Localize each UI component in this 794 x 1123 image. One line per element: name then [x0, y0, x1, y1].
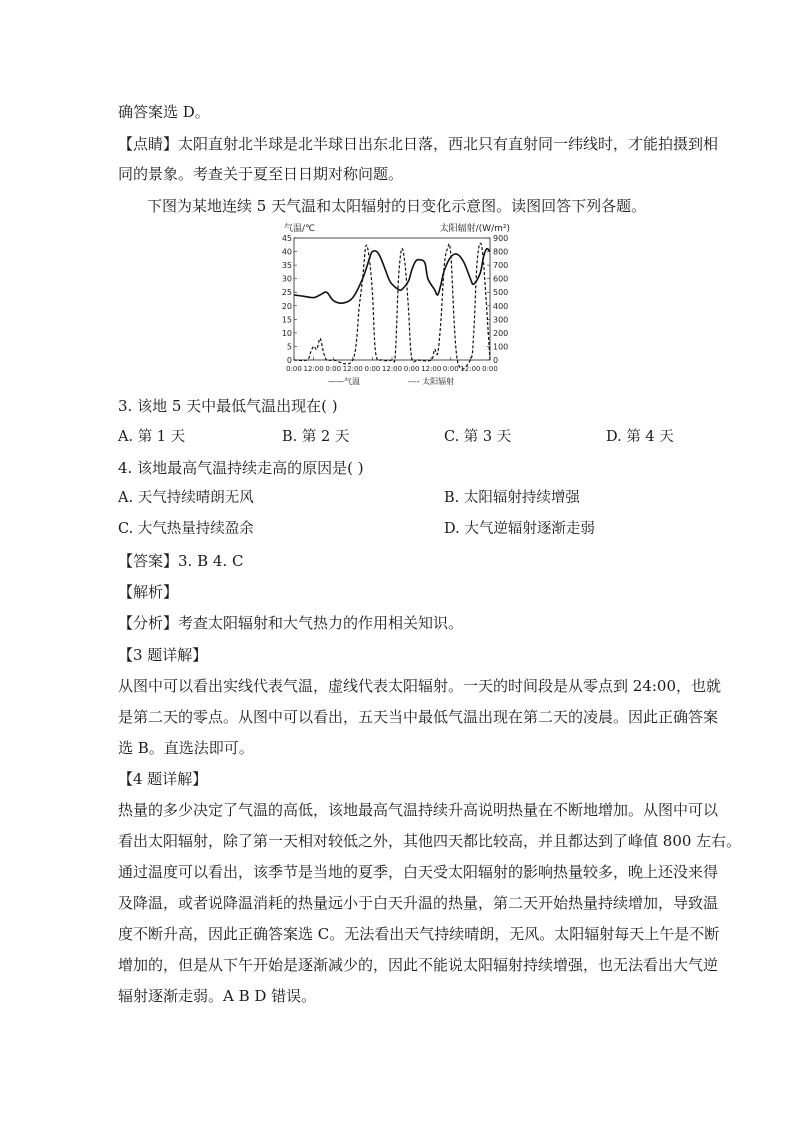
q3-option-a: A. 第 1 天	[118, 429, 186, 445]
left-tick-label: 25	[282, 288, 292, 298]
right-tick-label: 500	[493, 288, 509, 298]
right-axis-label: 太阳辐射/(W/m²)	[439, 224, 510, 234]
x-tick-label: 0:00	[325, 365, 342, 373]
x-tick-label: 0:00	[286, 365, 302, 373]
q3-option-d: D. 第 4 天	[606, 429, 674, 445]
q4-option-a: A. 天气持续晴朗无风	[118, 490, 254, 506]
left-tick-label: 0	[286, 356, 292, 365]
detail-4-line: 看出太阳辐射，除了第一天相对较低之外，其他四天都比较高，并且都达到了峰值 800 左右。	[118, 832, 742, 850]
x-tick-label: 12:00	[342, 365, 363, 373]
detail-4-line: 通过温度可以看出，该季节是当地的夏季，白天受太阳辐射的影响热量较多，晚上还没来得	[118, 863, 719, 881]
detail-3-line: 是第二天的零点。从图中可以看出，五天当中最低气温出现在第二天的凌晨。因此正确答案	[118, 708, 719, 726]
left-tick-label: 5	[286, 342, 292, 352]
question-3: 3. 该地 5 天中最低气温出现在( )	[118, 397, 338, 415]
x-tick-label: 12:00	[381, 365, 403, 373]
x-tick-label: 0:00	[364, 365, 381, 373]
q4-option-c: C. 大气热量持续盈余	[118, 521, 254, 537]
q4-option-d: D. 大气逆辐射逐渐走弱	[444, 521, 595, 537]
right-tick-label: 200	[493, 328, 509, 338]
left-tick-label: 40	[282, 247, 292, 257]
q4-option-b: B. 太阳辐射持续增强	[444, 490, 580, 506]
detail-3-title: 【3 题详解】	[118, 646, 208, 664]
right-tick-label: 700	[493, 261, 509, 271]
x-tick-label: 12:00	[460, 365, 481, 373]
radiation-series-line	[294, 243, 490, 369]
tip-line-2: 同的景象。考查关于夏至日日期对称问题。	[118, 165, 404, 183]
left-tick-label: 10	[282, 328, 292, 338]
right-tick-label: 400	[493, 301, 509, 311]
right-tick-label: 100	[493, 342, 509, 352]
x-tick-label: 0:00	[482, 365, 498, 373]
detail-4-line: 及降温，或者说降温消耗的热量远小于白天升温的热量，第二天开始热量持续增加，导致温	[118, 894, 719, 912]
left-tick-label: 30	[282, 274, 292, 284]
temperature-radiation-chart	[282, 220, 512, 388]
x-tick-label: 12:00	[421, 365, 442, 373]
x-tick-label: 0:00	[403, 365, 420, 373]
detail-4-line: 度不断升高，因此正确答案选 C。无法看出天气持续晴朗，无风。太阳辐射每天上午是不断	[118, 925, 720, 943]
right-tick-label: 0	[493, 356, 499, 365]
answer-key: 【答案】3. B 4. C	[118, 552, 244, 570]
right-tick-label: 600	[493, 274, 509, 284]
detail-4-line: 辐射逐渐走弱。A B D 错误。	[118, 987, 317, 1005]
x-tick-label: 12:00	[303, 365, 324, 373]
detail-4-line: 热量的多少决定了气温的高低，该地最高气温持续升高说明热量在不断地增加。从图中可以	[118, 801, 719, 819]
q3-option-c: C. 第 3 天	[444, 429, 512, 445]
analysis-title: 【解析】	[118, 583, 179, 601]
left-tick-label: 35	[282, 261, 292, 271]
legend-temperature: ——气温	[328, 377, 360, 386]
q3-option-b: B. 第 2 天	[282, 429, 350, 445]
answer-line: 确答案选 D。	[118, 103, 210, 121]
question-4: 4. 该地最高气温持续走高的原因是( )	[118, 459, 364, 477]
right-tick-label: 900	[493, 234, 509, 243]
detail-3-line: 从图中可以看出实线代表气温，虚线代表太阳辐射。一天的时间段是从零点到 24:00，也就	[118, 677, 721, 695]
right-tick-label: 300	[493, 315, 509, 325]
detail-4-line: 增加的，但是从下午开始是逐渐减少的，因此不能说太阳辐射持续增强，也无法看出大气逆	[118, 956, 719, 974]
temperature-series-line	[294, 249, 490, 304]
left-tick-label: 15	[282, 315, 292, 325]
detail-4-title: 【4 题详解】	[118, 770, 208, 788]
left-tick-label: 45	[282, 234, 292, 243]
legend-radiation: ---- 太阳辐射	[408, 377, 455, 386]
detail-3-line: 选 B。直选法即可。	[118, 739, 254, 757]
left-tick-label: 20	[282, 301, 292, 311]
analysis-intro: 【分析】考查太阳辐射和大气热力的作用相关知识。	[118, 614, 464, 632]
right-tick-label: 800	[493, 247, 509, 257]
left-axis-label: 气温/℃	[284, 224, 316, 234]
x-tick-label: 0:00	[442, 365, 459, 373]
question-stem: 下图为某地连续 5 天气温和太阳辐射的日变化示意图。读图回答下列各题。	[147, 197, 647, 215]
tip-line-1: 【点睛】太阳直射北半球是北半球日出东北日落，西北只有直射同一纬线时，才能拍摄到相	[118, 135, 719, 153]
